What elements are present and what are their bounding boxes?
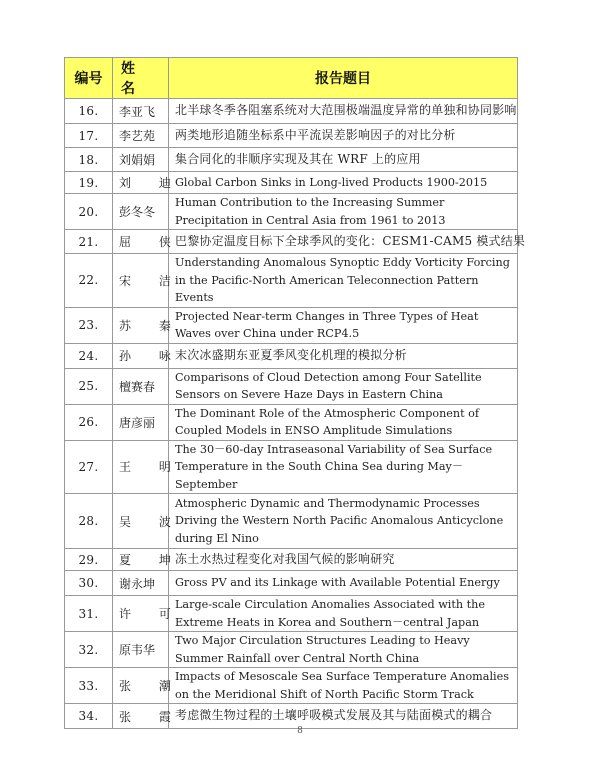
report-title: Atmospheric Dynamic and Thermodynamic Processes Driving the Western North Pacific Anomalous Anticyclone during El Nino	[169, 494, 518, 549]
report-title: 末次冰盛期东亚夏季风变化机理的模拟分析	[169, 343, 518, 368]
presenter-name: 谢永坤	[113, 571, 169, 596]
presenter-name: 苏 秦	[113, 307, 169, 343]
row-number: 29.	[65, 549, 113, 571]
presenter-name: 彭冬冬	[113, 194, 169, 230]
report-title: Human Contribution to the Increasing Summer Precipitation in Central Asia from 1961 to 2013	[169, 194, 518, 230]
report-title: Gross PV and its Linkage with Available Potential Energy	[169, 571, 518, 596]
report-title: Projected Near-term Changes in Three Types of Heat Waves over China under RCP4.5	[169, 307, 518, 343]
report-title: Comparisons of Cloud Detection among Four Satellite Sensors on Severe Haze Days in Eastern China	[169, 368, 518, 404]
row-number: 28.	[65, 494, 113, 549]
row-number: 30.	[65, 571, 113, 596]
row-number: 23.	[65, 307, 113, 343]
header-name: 姓 名	[113, 58, 169, 99]
row-number: 33.	[65, 668, 113, 704]
report-schedule-table	[64, 57, 526, 729]
row-number: 32.	[65, 632, 113, 668]
table-row	[65, 368, 518, 404]
row-number: 27.	[65, 440, 113, 494]
table-row	[65, 307, 518, 343]
table-row	[65, 124, 518, 148]
row-number: 25.	[65, 368, 113, 404]
row-number: 16.	[65, 99, 113, 124]
report-title: 冻土水热过程变化对我国气候的影响研究	[169, 549, 518, 571]
report-title: 北半球冬季各阻塞系统对大范围极端温度异常的单独和协同影响	[169, 99, 518, 124]
table-row	[65, 668, 518, 704]
table-row	[65, 632, 518, 668]
report-title: The 30－60-day Intraseasonal Variability of Sea Surface Temperature in the South China Sea during May－September	[169, 440, 518, 494]
table-row	[65, 254, 518, 308]
table-row	[65, 440, 518, 494]
table-row	[65, 571, 518, 596]
table-header-row	[65, 58, 518, 99]
report-title: Impacts of Mesoscale Sea Surface Temperature Anomalies on the Meridional Shift of North Pacific Storm Track	[169, 668, 518, 704]
report-title: 考虑微生物过程的土壤呼吸模式发展及其与陆面模式的耦合	[169, 704, 518, 729]
report-title: Global Carbon Sinks in Long-lived Products 1900-2015	[169, 172, 518, 194]
presenter-name: 屈 侠	[113, 230, 169, 254]
table-row	[65, 404, 518, 440]
presenter-name: 张 霞	[113, 704, 169, 729]
presenter-name: 檀赛春	[113, 368, 169, 404]
table-row	[65, 494, 518, 549]
presenter-name: 宋 洁	[113, 254, 169, 308]
row-number: 19.	[65, 172, 113, 194]
table-row	[65, 704, 518, 729]
presenter-name: 王 明	[113, 440, 169, 494]
table-row	[65, 148, 518, 172]
report-title: Understanding Anomalous Synoptic Eddy Vorticity Forcing in the Pacific-North American Teleconnection Pattern Events	[169, 254, 518, 308]
row-number: 31.	[65, 596, 113, 632]
report-title: 巴黎协定温度目标下全球季风的变化：CESM1-CAM5 模式结果	[169, 230, 518, 254]
table-row	[65, 172, 518, 194]
table-row	[65, 99, 518, 124]
report-title: 两类地形追随坐标系中平流误差影响因子的对比分析	[169, 124, 518, 148]
header-number: 编号	[65, 58, 113, 99]
row-number: 22.	[65, 254, 113, 308]
row-number: 20.	[65, 194, 113, 230]
row-number: 18.	[65, 148, 113, 172]
header-title: 报告题目	[169, 58, 518, 99]
presenter-name: 唐彦丽	[113, 404, 169, 440]
table-row	[65, 230, 518, 254]
presenter-name: 李艺苑	[113, 124, 169, 148]
report-title: Two Major Circulation Structures Leading to Heavy Summer Rainfall over Central North China	[169, 632, 518, 668]
table-row	[65, 549, 518, 571]
table-row	[65, 596, 518, 632]
presenter-name: 原韦华	[113, 632, 169, 668]
report-title: Large-scale Circulation Anomalies Associated with the Extreme Heats in Korea and Southern－central Japan	[169, 596, 518, 632]
presenter-name: 夏 坤	[113, 549, 169, 571]
row-number: 21.	[65, 230, 113, 254]
row-number: 26.	[65, 404, 113, 440]
presenter-name: 刘 迪	[113, 172, 169, 194]
presenter-name: 李亚飞	[113, 99, 169, 124]
table-row	[65, 343, 518, 368]
report-title: 集合同化的非顺序实现及其在 WRF 上的应用	[169, 148, 518, 172]
presenter-name: 张 潮	[113, 668, 169, 704]
presenter-name: 孙 咏	[113, 343, 169, 368]
presenter-name: 许 可	[113, 596, 169, 632]
row-number: 24.	[65, 343, 113, 368]
presenter-name: 刘娟娟	[113, 148, 169, 172]
page-number: 8	[297, 726, 303, 736]
row-number: 17.	[65, 124, 113, 148]
report-title: The Dominant Role of the Atmospheric Component of Coupled Models in ENSO Amplitude Simulations	[169, 404, 518, 440]
table-row	[65, 194, 518, 230]
row-number: 34.	[65, 704, 113, 729]
presenter-name: 吴 波	[113, 494, 169, 549]
